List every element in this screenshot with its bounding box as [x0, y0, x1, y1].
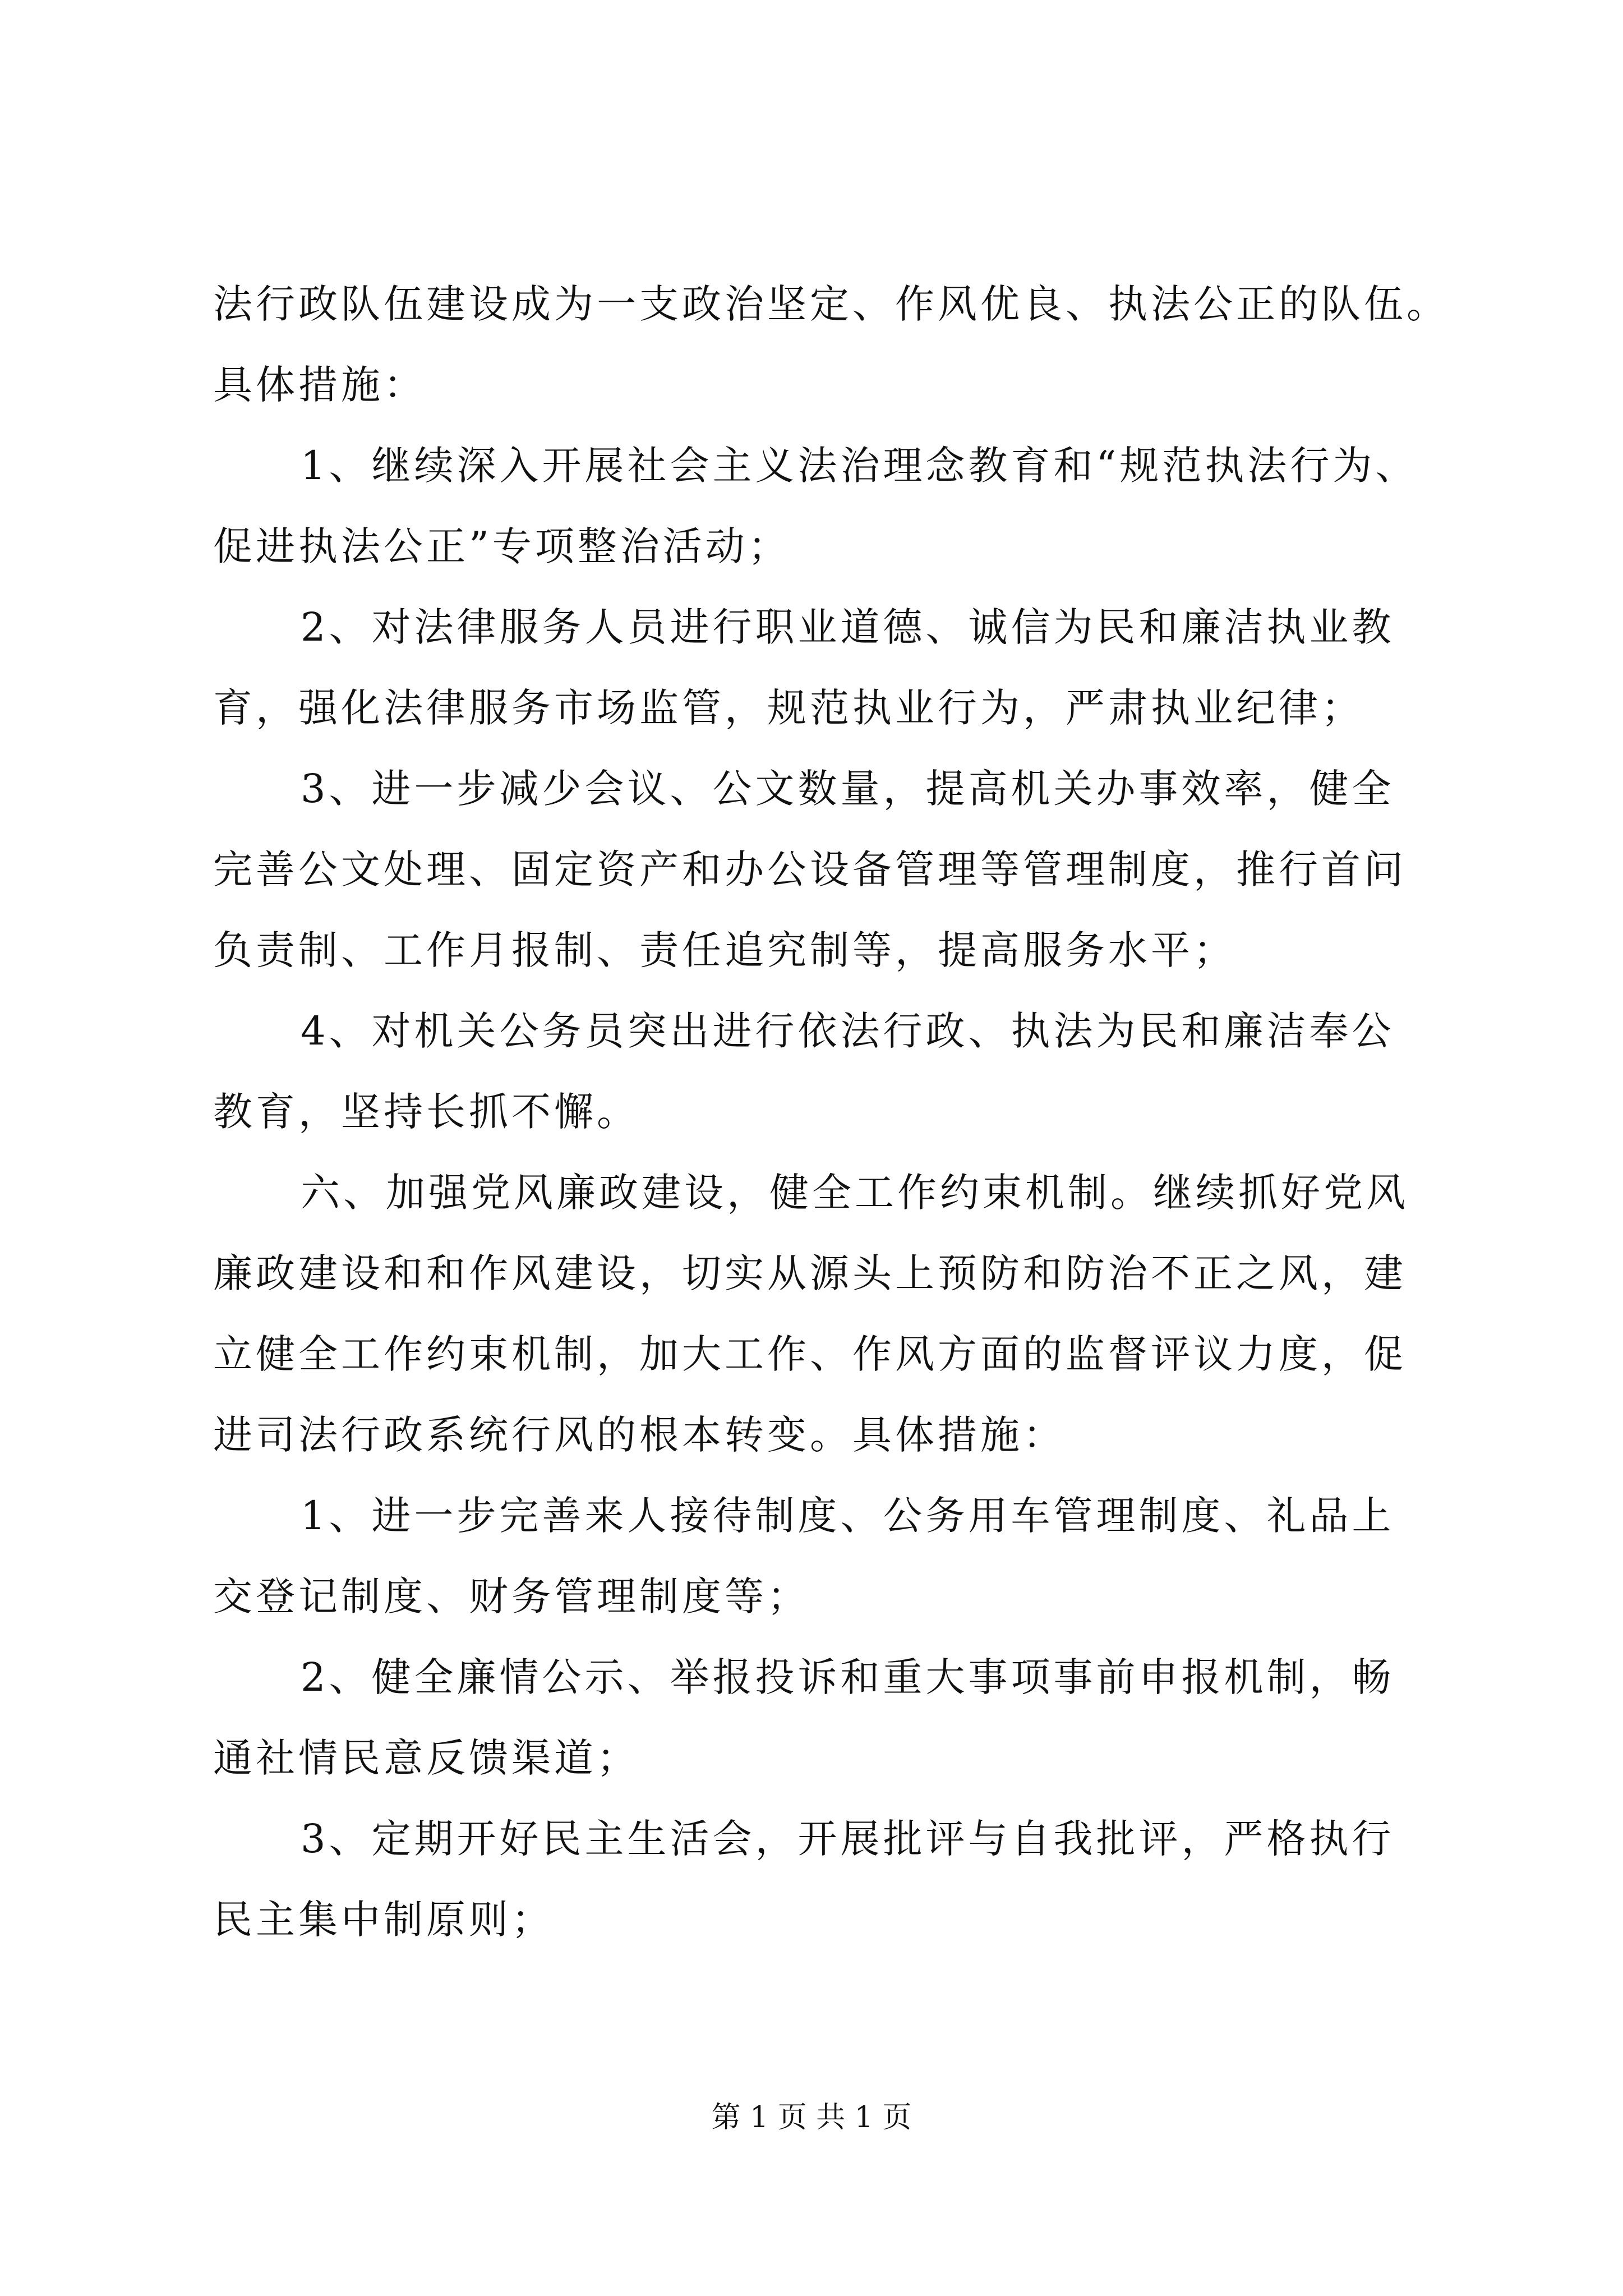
page-number-label: 第 1 页 共 1 页 — [711, 2101, 912, 2134]
text-line: 廉政建设和和作风建设，切实从源头上预防和防治不正之风，建 — [213, 1250, 1407, 1296]
text-line: 通社情民意反馈渠道； — [213, 1735, 639, 1781]
text-line: 完善公文处理、固定资产和办公设备管理等管理制度，推行首问 — [213, 846, 1407, 892]
text-line: 3、定期开好民主生活会，开展批评与自我批评，严格执行 — [301, 1816, 1395, 1862]
text-line: 4、对机关公务员突出进行依法行政、执法为民和廉洁奉公 — [301, 1008, 1395, 1054]
text-line: 促进执法公正”专项整治活动； — [213, 523, 791, 569]
text-line: 育，强化法律服务市场监管，规范执业行为，严肃执业纪律； — [213, 685, 1364, 731]
page-footer — [0, 2098, 1623, 2137]
text-line: 六、加强党风廉政建设，健全工作约束机制。继续抓好党风 — [301, 1170, 1409, 1216]
text-line: 3、进一步减少会议、公文数量，提高机关办事效率，健全 — [301, 766, 1395, 812]
document-body — [213, 264, 1449, 1960]
text-line: 民主集中制原则； — [213, 1897, 554, 1943]
text-line: 教育，坚持长抓不懈。 — [213, 1089, 639, 1135]
text-line: 立健全工作约束机制，加大工作、作风方面的监督评议力度，促 — [213, 1331, 1407, 1377]
text-line: 交登记制度、财务管理制度等； — [213, 1573, 810, 1619]
text-line: 具体措施： — [213, 362, 426, 408]
text-line: 法行政队伍建设成为一支政治坚定、作风优良、执法公正的队伍。 — [213, 281, 1449, 327]
text-line: 2、健全廉情公示、举报投诉和重大事项事前申报机制，畅 — [301, 1654, 1395, 1700]
text-line: 2、对法律服务人员进行职业道德、诚信为民和廉洁执业教 — [301, 604, 1395, 650]
text-line: 1、继续深入开展社会主义法治理念教育和“规范执法行为、 — [301, 443, 1418, 489]
text-line: 负责制、工作月报制、责任追究制等，提高服务水平； — [213, 927, 1236, 973]
text-line: 1、进一步完善来人接待制度、公务用车管理制度、礼品上 — [301, 1493, 1395, 1539]
text-line: 进司法行政系统行风的根本转变。具体措施： — [213, 1412, 1066, 1458]
